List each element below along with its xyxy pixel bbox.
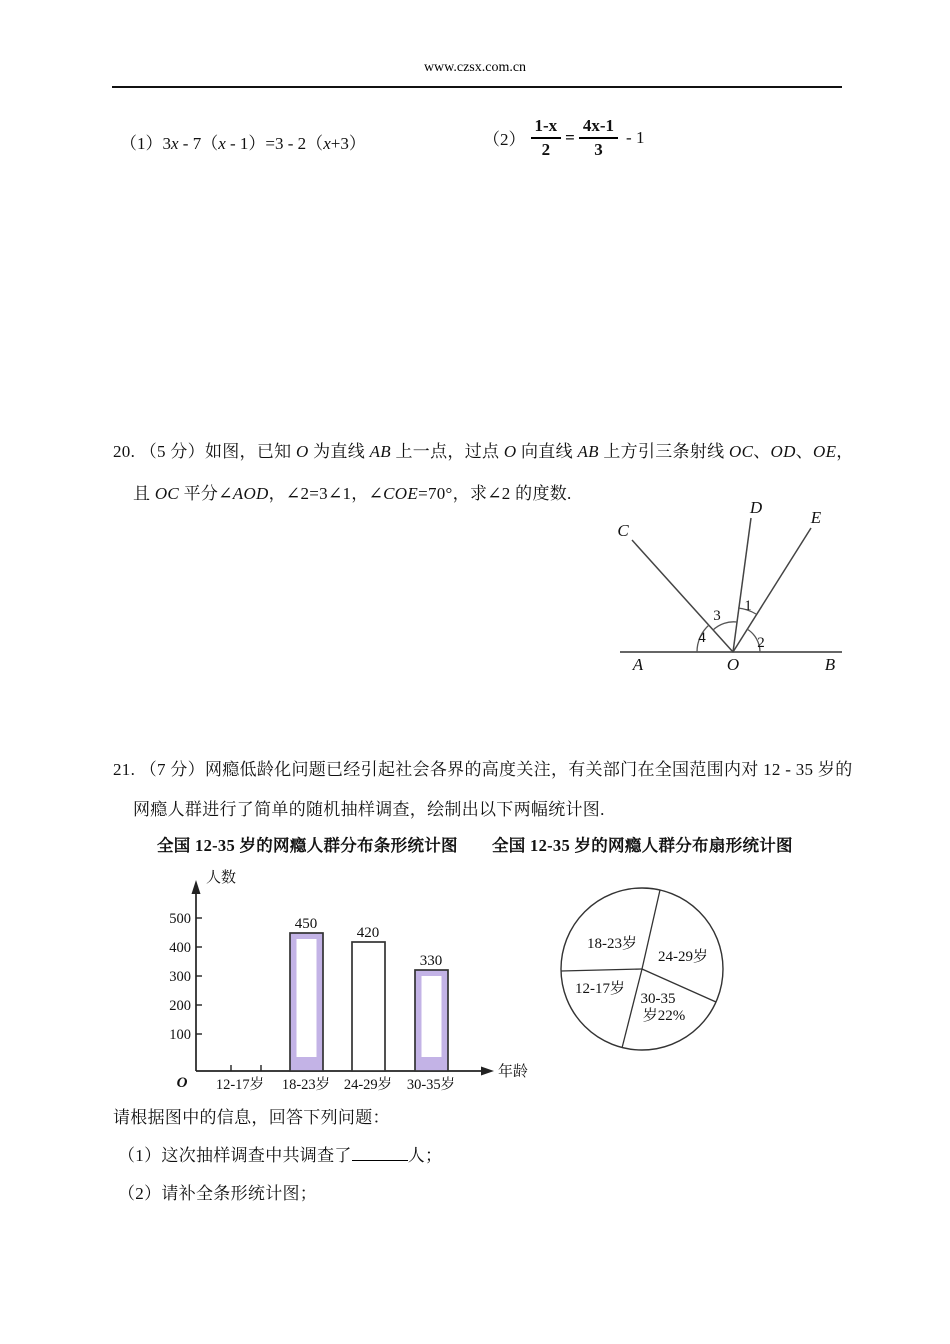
bar-value-label: 330 [419, 953, 443, 969]
pie-slice-label-line2: 岁22% [642, 1008, 686, 1024]
angle-label-4: 4 [698, 630, 706, 646]
point-label-B: B [824, 655, 836, 674]
point-label-O: O [726, 655, 740, 674]
question-2: （2）请补全条形统计图； [118, 1184, 318, 1203]
eq1-text: （1）3 [120, 134, 171, 153]
x-category-label: 30-35岁 [406, 1077, 456, 1093]
x-axis-title: 年龄 [498, 1064, 529, 1080]
pie-divider [622, 969, 642, 1048]
fraction-1: $\frac{1-x}{2}$ [531, 116, 562, 159]
geometry-figure [610, 498, 855, 683]
angle-label-3: 3 [713, 608, 721, 624]
y-axis-arrow [192, 880, 201, 894]
pie-chart-title: 全国 12-35 岁的网瘾人群分布扇形统计图 [492, 836, 793, 855]
problem21-line1: 21. （7 分）网瘾低龄化问题已经引起社会各界的高度关注，有关部门在全国范围内对 12 - 35 岁的 [113, 760, 853, 779]
problem20-line2: 且 OC 平分∠AOD，∠2=3∠1，∠COE=70°，求∠2 的度数. [133, 484, 572, 503]
header-divider [112, 86, 842, 88]
point-label-D: D [749, 498, 763, 517]
y-tick-label: 400 [169, 940, 191, 956]
y-axis-title: 人数 [206, 870, 237, 886]
bar-chart [160, 858, 529, 1098]
x-category-label: 12-17岁 [215, 1077, 265, 1093]
pie-slice-label: 12-17岁 [575, 981, 625, 997]
point-label-C: C [617, 521, 629, 540]
x-category-label: 18-23岁 [281, 1077, 331, 1093]
pie-slice-label: 24-29岁 [658, 949, 708, 965]
questions-intro: 请根据图中的信息，回答下列问题： [113, 1108, 390, 1127]
pie-slice-label-line1: 30-35 [640, 991, 676, 1007]
y-tick-label: 300 [169, 969, 191, 985]
point-label-E: E [810, 508, 822, 527]
pie-divider [561, 969, 642, 971]
point-label-A: A [632, 655, 644, 674]
y-tick-label: 200 [169, 998, 191, 1014]
x-axis-arrow [481, 1067, 494, 1076]
site-url: www.czsx.com.cn [423, 60, 527, 75]
y-tick-label: 500 [169, 911, 191, 927]
ray-OC [632, 540, 733, 652]
bar-value-label: 420 [356, 925, 380, 941]
bar-18-23-inner [297, 939, 317, 1057]
problem21-line2: 网瘾人群进行了简单的随机抽样调查，绘制出以下两幅统计图. [133, 800, 605, 819]
pie-slice-label: 18-23岁 [587, 936, 637, 952]
ray-OD [733, 518, 751, 652]
pie-chart [550, 878, 740, 1060]
fraction-2: $\frac{4x-1}{3}$ [579, 116, 618, 159]
x-category-label: 24-29岁 [343, 1077, 393, 1093]
equation-1: （1）3x - 7（x - 1）=3 - 2（x+3） [120, 134, 366, 153]
answer-blank [352, 1146, 408, 1161]
origin-label: O [176, 1075, 188, 1091]
bar-24-29 [352, 942, 385, 1071]
y-tick-label: 100 [169, 1027, 191, 1043]
ray-OE [733, 528, 811, 652]
eq2-tail: - 1 [626, 127, 645, 147]
problem20-line1: 20. （5 分）如图，已知 O 为直线 AB 上一点，过点 O 向直线 AB 上方引三条射线 OC、OD、OE， [113, 442, 854, 461]
eq2-label: （2） [483, 130, 526, 150]
question-1: （1）这次抽样调查中共调查了 人； [118, 1146, 443, 1165]
bar-chart-title: 全国 12-35 岁的网瘾人群分布条形统计图 [157, 836, 458, 855]
angle-label-2: 2 [757, 635, 765, 651]
bar-30-35-inner [422, 976, 442, 1057]
equals-sign: = [565, 127, 575, 147]
angle-label-1: 1 [744, 598, 752, 614]
bar-value-label: 450 [294, 916, 318, 932]
equation-2 [483, 116, 644, 159]
